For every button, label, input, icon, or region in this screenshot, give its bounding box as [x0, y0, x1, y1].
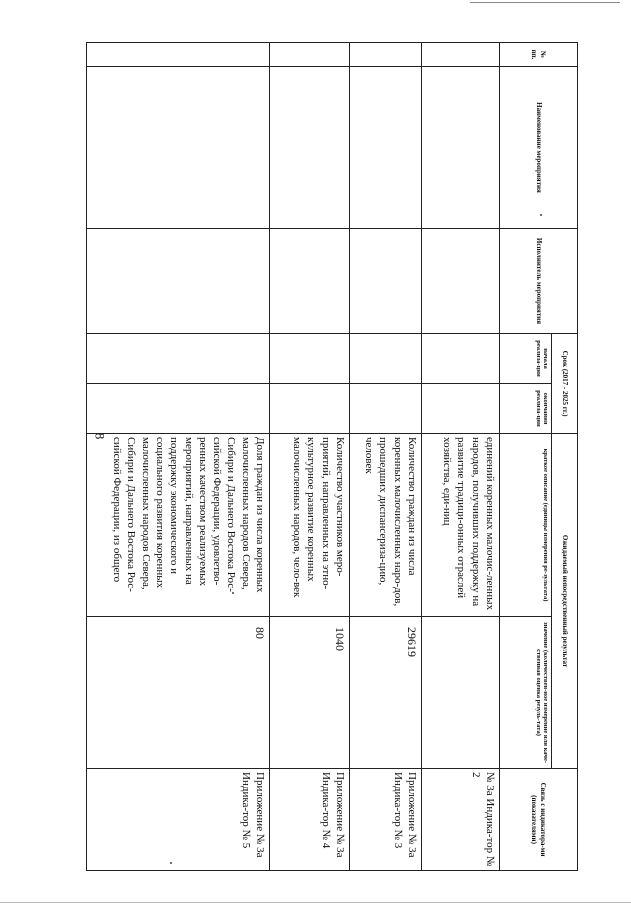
row-description: единений коренных малочис-ленных народов, получивших поддержку на развитие традици-онных отраслей хозяйства, еди-ниц	[422, 434, 500, 617]
row-link: Приложение № 3а Индика-тор № 5	[87, 769, 270, 871]
rotated-table-page	[86, 42, 578, 870]
measures-table	[86, 42, 578, 871]
header-start: начала реализа-ции	[500, 334, 552, 384]
row-value: 29619	[350, 617, 422, 769]
scan-edge-line	[470, 2, 620, 3]
row-value: 1040	[270, 617, 350, 769]
header-desc: краткое описание (единицы измерения ре-зультата)	[500, 434, 552, 617]
page-number: 8	[92, 432, 108, 440]
header-end: окончания реализа-ции	[500, 384, 552, 434]
row-link: Приложение № 3а Индика-тор № 3	[350, 769, 422, 871]
header-period: Срок (2017 - 2025 гг.)	[552, 334, 578, 434]
scan-speck	[232, 592, 234, 594]
header-link: Связь с индикатора-ми (показателями)	[500, 769, 578, 871]
header-result: Ожидаемый непосредственный результат	[552, 434, 578, 769]
row-description: Количество граждан из числа коренных малочисленных наро-дов, прошедших диспансериза-цию, человек	[350, 434, 422, 617]
table-row	[270, 43, 350, 871]
row-link: № 3а Индика-тор № 2	[422, 769, 500, 871]
scan-speck	[540, 214, 542, 216]
table-row	[422, 43, 500, 871]
row-description: Доля граждан из числа коренных малочисленных народов Севера, Сибири и Дальнего Востока Рос-сийской Федерации, удовлетво-ренных качеством реализуемых мероприятий, направленных на поддержку экономического и социального развития коренных малочисленных народов Севера, Сибири и Дальнего Востока Рос-сийской Федерации, из общего	[87, 434, 270, 617]
header-executor: Исполнитель мероприятия	[500, 229, 578, 334]
row-link: Приложение № 3а Индика-тор № 4	[270, 769, 350, 871]
scan-speck	[170, 862, 172, 864]
header-value: значение (количествен-ное измерение или каче-ственная оценка резуль-тата)	[500, 617, 552, 769]
scan-edge-line	[0, 902, 631, 903]
header-num: № пп.	[500, 43, 578, 67]
row-description: Количество участников меро-приятий, направленных на этно-культурное развитие коренных малочисленных народов, чело-век	[270, 434, 350, 617]
table-row	[350, 43, 422, 871]
header-name: Наименование мероприятия	[500, 67, 578, 229]
row-value: 80	[87, 617, 270, 769]
table-row	[87, 43, 270, 871]
row-value	[422, 617, 500, 769]
